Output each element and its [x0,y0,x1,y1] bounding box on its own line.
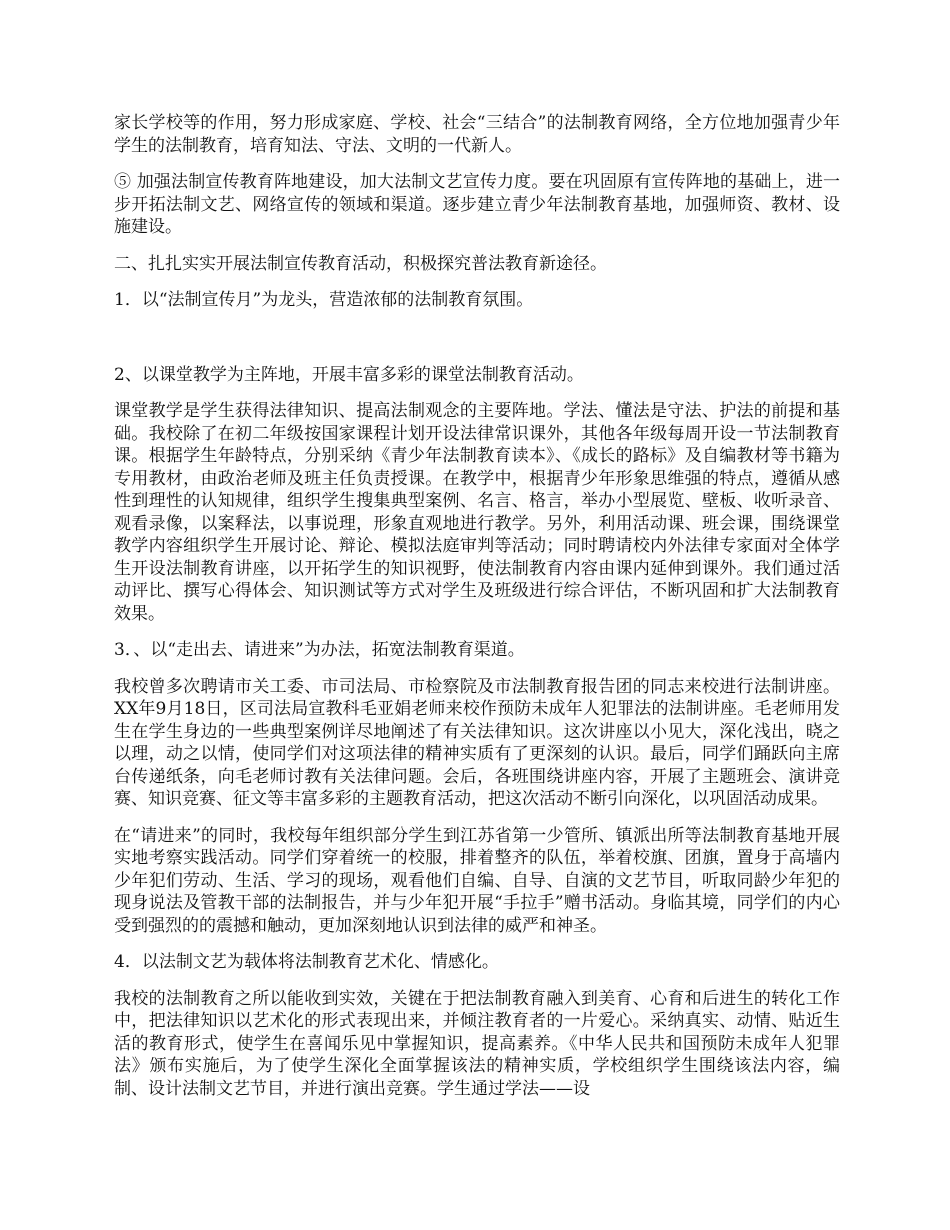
paragraph-item-5: ⑤ 加强法制宣传教育阵地建设，加大法制文艺宣传力度。要在巩固原有宣传阵地的基础上，进一步开拓法制文艺、网络宣传的领域和渠道。逐步建立青少年法制教育基地，加强师资、教材、设施建设。 [114,172,840,237]
section-heading-2: 二、扎扎实实开展法制宣传教育活动，积极探究普法教育新途径。 [114,253,607,274]
subheading-3: 3．、以“走出去、请进来”为办法，拓宽法制教育渠道。 [114,640,525,660]
paragraph-field-visit: 在“请进来”的同时，我校每年组织部分学生到江苏省第一少管所、镇派出所等法制教育基地开展实地考察实践活动。同学们穿着统一的校服，排着整齐的队伍，举着校旗、团旗，置身于高墙内少年犯们劳动、生活、学习的现场，观看他们自编、自导、自演的文艺节目，听取同龄少年犯的现身说法及管教干部的法制报告，并与少年犯开展“手拉手”赠书活动。身临其境，同学们的内心受到强烈的的震撼和触动，更加深刻地认识到法律的威严和神圣。 [114,825,840,936]
subheading-4: 4．以法制文艺为载体将法制教育艺术化、情感化。 [114,952,499,972]
paragraph-network: 家长学校等的作用，努力形成家庭、学校、社会“三结合”的法制教育网络，全方位地加强青少年学生的法制教育，培育知法、守法、文明的一代新人。 [114,113,840,156]
subheading-2: 2、以课堂教学为主阵地，开展丰富多彩的课堂法制教育活动。 [114,364,584,385]
blank-gap [114,326,840,364]
subheading-1: 1．以“法制宣传月”为龙头，营造浓郁的法制教育氛围。 [114,290,534,310]
paragraph-classroom: 课堂教学是学生获得法律知识、提高法制观念的主要阵地。学法、懂法是守法、护法的前提和基础。我校除了在初二年级按国家课程计划开设法律常识课外，其他各年级每周开设一节法制教育课。根据学生年龄特点，分别采纳《青少年法制教育读本》、《成长的路标》及自编教材等书籍为专用教材，由政治老师及班主任负责授课。在教学中，根据青少年形象思维强的特点，遵循从感性到理性的认知规律，组织学生搜集典型案例、名言、格言，举办小型展览、壁板、收听录音、观看录像，以案释法，以事说理，形象直观地进行教学。另外，利用活动课、班会课，围绕课堂教学内容组织学生开展讨论、辩论、模拟法庭审判等活动；同时聘请校内外法律专家面对全体学生开设法制教育讲座，以开拓学生的知识视野，使法制教育内容由课内延伸到课外。我们通过活动评比、撰写心得体会、知识测试等方式对学生及班级进行综合评估，不断巩固和扩大法制教育效果。 [114,401,840,624]
paragraph-lectures: 我校曾多次聘请市关工委、市司法局、市检察院及市法制教育报告团的同志来校进行法制讲座。XX年9月18日，区司法局宣教科毛亚娟老师来校作预防未成年人犯罪法的法制讲座。毛老师用发生在学生身边的一些典型案例详尽地阐述了有关法律知识。这次讲座以小见大，深化浅出，晓之以理，动之以情，使同学们对这项法律的精神实质有了更深刻的认识。最后，同学们踊跃向主席台传递纸条，向毛老师讨教有关法律问题。会后，各班围绕讲座内容，开展了主题班会、演讲竞赛、知识竞赛、征文等丰富多彩的主题教育活动，把这次活动不断引向深化，以巩固活动成果。 [114,676,840,809]
document-page [114,112,840,1114]
paragraph-arts: 我校的法制教育之所以能收到实效，关键在于把法制教育融入到美育、心育和后进生的转化工作中，把法律知识以艺术化的形式表现出来，并倾注教育者的一片爱心。采纳真实、动情、贴近生活的教育形式，使学生在喜闻乐见中掌握知识，提高素养。《中华人民共和国预防未成年人犯罪法》颁布实施后，为了使学生深化全面掌握该法的精神实质，学校组织学生围绕该法内容，编制、设计法制文艺节目，并进行演出竞赛。学生通过学法——设 [114,988,840,1099]
